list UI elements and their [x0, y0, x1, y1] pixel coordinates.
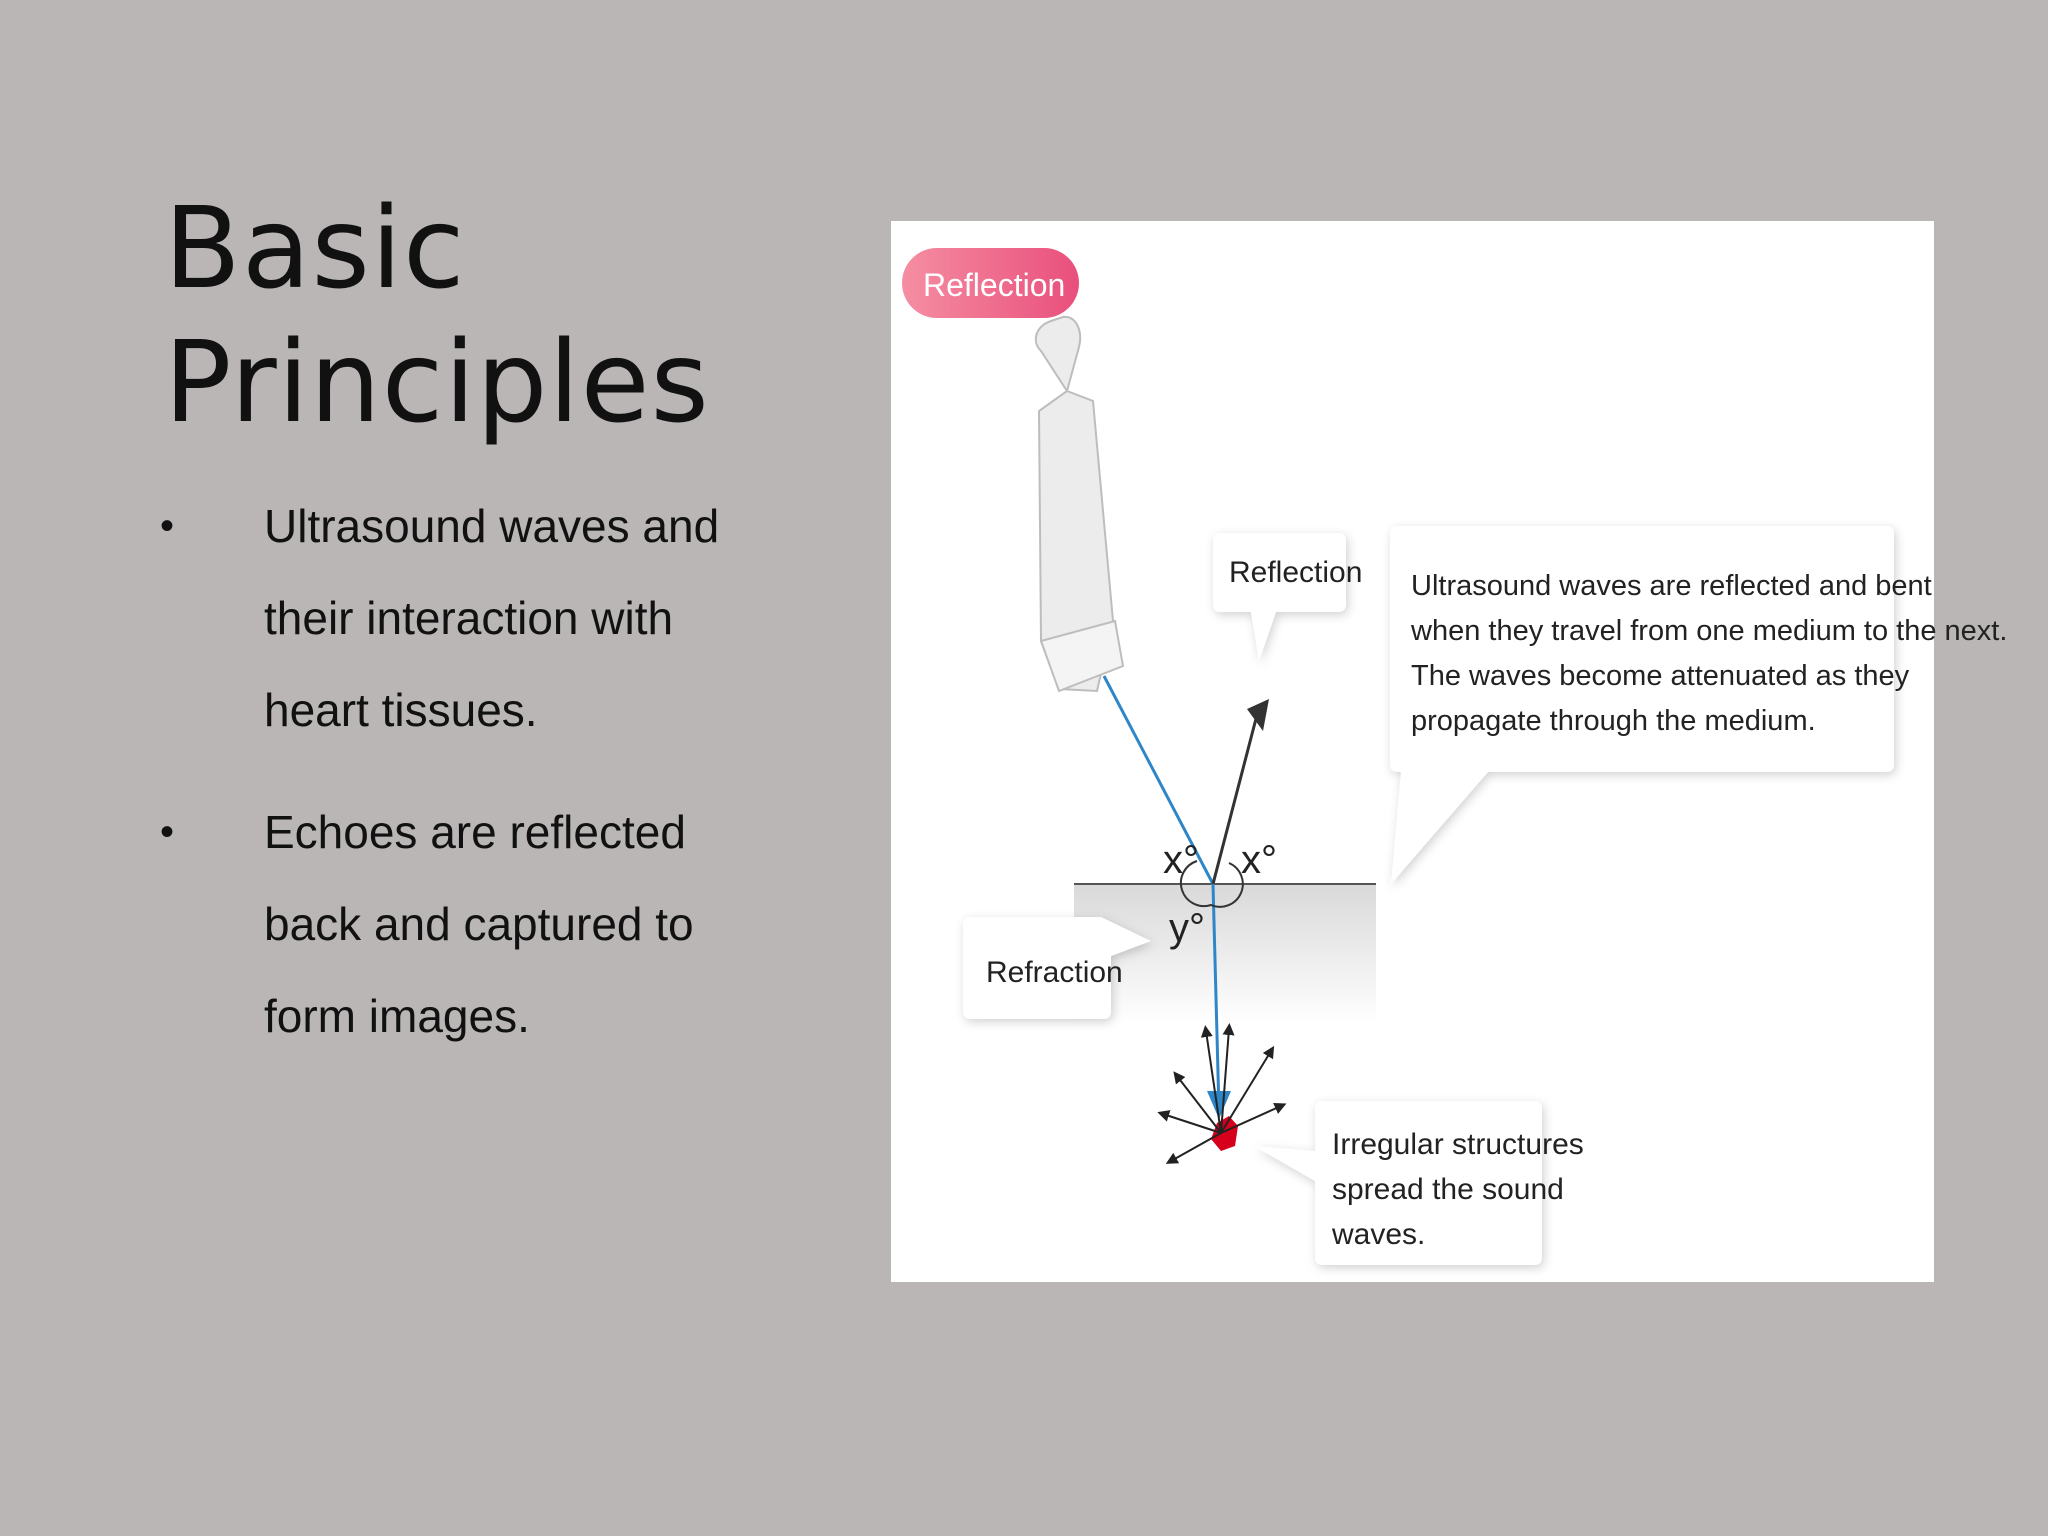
- reflection-diagram: [891, 221, 2008, 1282]
- scatter-line: spread the sound: [1332, 1173, 1564, 1206]
- diagram-svg: [891, 221, 2008, 1282]
- tissue-medium: [1074, 884, 1376, 1024]
- bullet-line: their interaction with: [264, 592, 674, 644]
- bullet-item: [160, 786, 780, 1062]
- bullet-line: form images.: [264, 990, 530, 1042]
- bullet-list: [160, 480, 780, 1092]
- probe-icon: [1036, 317, 1123, 691]
- bullet-dot: •: [160, 810, 175, 854]
- reflection-badge: [902, 248, 1079, 318]
- bullet-line: Echoes are reflected: [264, 806, 686, 858]
- angle-refracted-label: y°: [1169, 906, 1205, 950]
- bullet-line: Ultrasound waves and: [264, 500, 720, 552]
- refraction-callout-label: Refraction: [986, 956, 1123, 989]
- scatter-line: Irregular structures: [1332, 1128, 1584, 1161]
- reflection-callout-label: Reflection: [1229, 556, 1363, 589]
- angle-incident-label: x°: [1163, 838, 1199, 882]
- slide-title: [164, 182, 710, 450]
- title-line-2: Principles: [164, 318, 710, 448]
- bullet-line: heart tissues.: [264, 684, 538, 736]
- badge-label: Reflection: [923, 267, 1066, 303]
- bullet-dot: •: [160, 504, 175, 548]
- explanation-line: The waves become attenuated as they: [1411, 660, 1910, 692]
- bullet-item: [160, 480, 780, 756]
- reflection-callout: [1213, 533, 1346, 661]
- title-line-1: Basic: [164, 184, 466, 314]
- explanation-line: propagate through the medium.: [1411, 705, 1816, 737]
- explanation-line: when they travel from one medium to the next.: [1411, 615, 2008, 647]
- angle-reflected-label: x°: [1241, 838, 1277, 882]
- reflected-arrowhead: [1247, 699, 1269, 731]
- explanation-line: Ultrasound waves are reflected and bent: [1411, 570, 1932, 602]
- bullet-line: back and captured to: [264, 898, 694, 950]
- scatter-line: waves.: [1332, 1218, 1426, 1251]
